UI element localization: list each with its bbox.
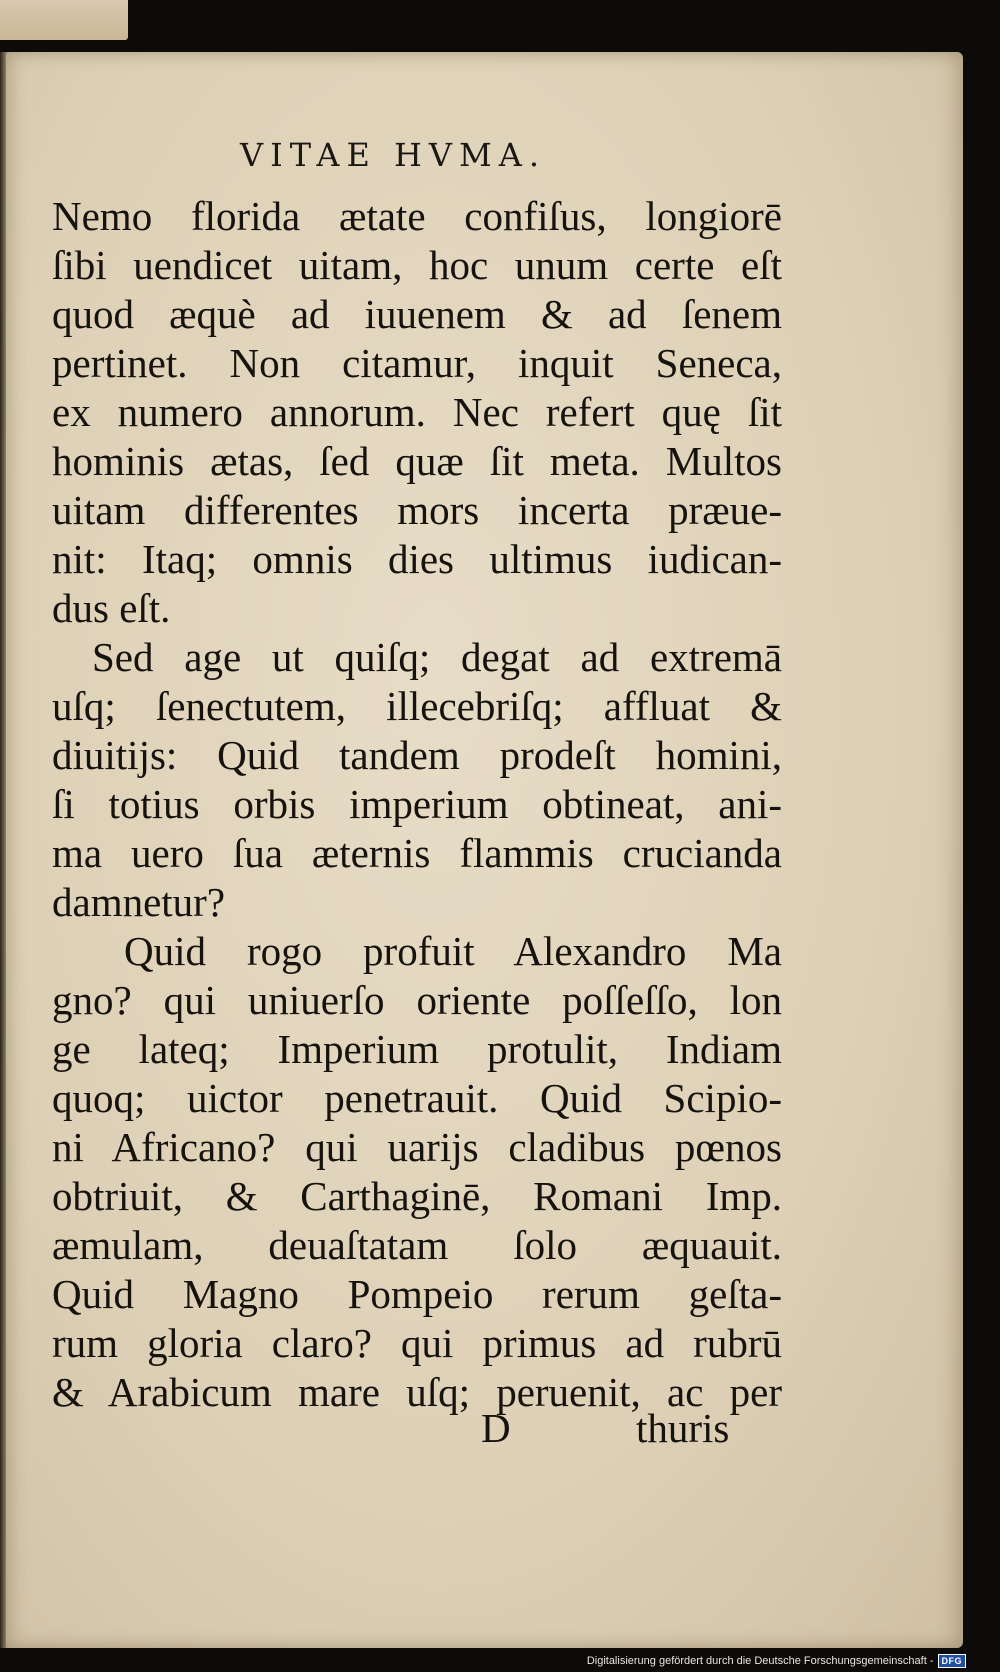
text-line: hominis ætas, ſed quæ ſit meta. Multos <box>52 438 782 484</box>
text-line: æmulam, deuaſtatam ſolo æquauit. <box>52 1222 782 1268</box>
text-line: pertinet. Non citamur, inquit Seneca, <box>52 340 782 386</box>
text-line: nit: Itaq; omnis dies ultimus iudican- <box>52 536 782 582</box>
text-line: ge lateq; Imperium protulit, Indiam <box>52 1026 782 1072</box>
signature-mark: D <box>481 1405 511 1451</box>
paragraph-1 <box>52 192 782 633</box>
text-line: uſq; ſenectutem, illecebriſq; affluat & <box>52 683 782 729</box>
text-line: Sed age ut quiſq; degat ad extremā <box>92 634 782 680</box>
page-foot <box>0 1402 1000 1454</box>
text-line: & Arabicum mare uſq; peruenit, ac per <box>52 1369 782 1415</box>
text-line: gno? qui uniuerſo oriente poſſeſſo, lon <box>52 977 782 1023</box>
text-line: dus eſt. <box>52 585 171 631</box>
text-line: ſibi uendicet uitam, hoc unum certe eſt <box>52 242 782 288</box>
digitization-credit <box>587 1654 966 1668</box>
text-line: ma uero ſua æternis flammis crucianda <box>52 830 782 876</box>
paragraph-3 <box>52 927 782 1417</box>
text-line: uitam differentes mors incerta præue- <box>52 487 782 533</box>
credit-text: Digitalisierung gefördert durch die Deutsche Forschungsgemeinschaft - <box>586 1655 934 1667</box>
adjacent-page-edge <box>0 0 128 40</box>
text-line: obtriuit, & Carthaginē, Romani Imp. <box>52 1173 782 1219</box>
text-line: Quid Magno Pompeio rerum geſta- <box>52 1271 782 1317</box>
paragraph-2 <box>52 633 782 927</box>
text-line: diuitijs: Quid tandem prodeſt homini, <box>52 732 782 778</box>
catchword: thuris <box>636 1405 730 1451</box>
text-line: ni Africano? qui uarijs cladibus pœnos <box>52 1124 782 1170</box>
dfg-logo-icon: DFG <box>938 1654 967 1668</box>
running-head: VITAE HVMA. <box>240 136 547 174</box>
text-line: quoq; uictor penetrauit. Quid Scipio- <box>52 1075 782 1121</box>
text-line: ex numero annorum. Nec refert quę ſit <box>52 389 782 435</box>
text-line: Quid rogo profuit Alexandro Ma <box>124 928 782 974</box>
text-line: rum gloria claro? qui primus ad rubrū <box>52 1320 782 1366</box>
text-line: Nemo florida ætate confiſus, longiorē <box>52 193 782 239</box>
text-line: quod æquè ad iuuenem & ad ſenem <box>52 291 782 337</box>
page-body <box>52 192 782 1417</box>
text-line: damnetur? <box>52 879 226 925</box>
text-line: ſi totius orbis imperium obtineat, ani- <box>52 781 782 827</box>
